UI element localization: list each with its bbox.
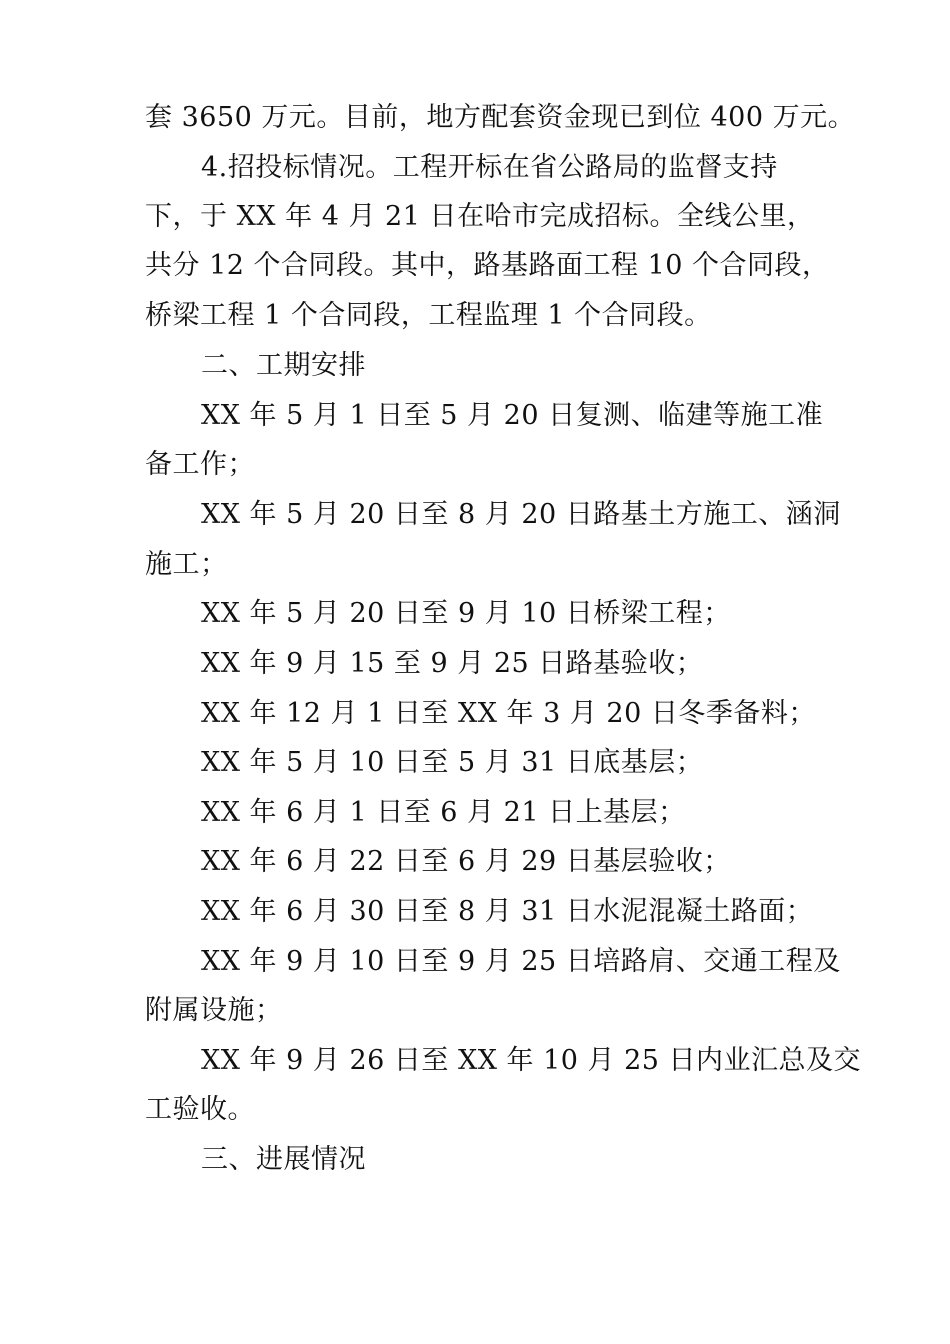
text-line: XX 年 6 月 30 日至 8 月 31 日水泥混凝土路面； [201, 896, 814, 927]
text-line: 4.招投标情况。工程开标在省公路局的监督支持 [201, 152, 778, 183]
text-line: XX 年 5 月 20 日至 8 月 20 日路基土方施工、涵洞 [201, 499, 841, 530]
text-line: 套 3650 万元。目前，地方配套资金现已到位 400 万元。 [145, 102, 856, 133]
text-line: XX 年 9 月 10 日至 9 月 25 日培路肩、交通工程及 [201, 946, 841, 977]
text-line: XX 年 6 月 22 日至 6 月 29 日基层验收； [201, 846, 731, 877]
text-line: 桥梁工程 1 个合同段，工程监理 1 个合同段。 [145, 300, 712, 331]
section-heading: 三、进展情况 [201, 1144, 366, 1175]
text-line: XX 年 12 月 1 日至 XX 年 3 月 20 日冬季备料； [201, 698, 816, 729]
text-line: 工验收。 [145, 1094, 255, 1125]
section-heading: 二、工期安排 [201, 350, 366, 381]
text-line: 附属设施； [145, 995, 283, 1026]
text-line: 共分 12 个合同段。其中，路基路面工程 10 个合同段， [145, 250, 830, 281]
text-line: 施工； [145, 549, 228, 580]
text-line: XX 年 6 月 1 日至 6 月 21 日上基层； [201, 797, 686, 828]
text-line: XX 年 9 月 26 日至 XX 年 10 月 25 日内业汇总及交 [201, 1045, 862, 1076]
text-line: XX 年 5 月 10 日至 5 月 31 日底基层； [201, 747, 704, 778]
text-line: XX 年 9 月 15 至 9 月 25 日路基验收； [201, 648, 704, 679]
text-line: 备工作； [145, 449, 255, 480]
text-line: XX 年 5 月 20 日至 9 月 10 日桥梁工程； [201, 598, 731, 629]
text-line: XX 年 5 月 1 日至 5 月 20 日复测、临建等施工准 [201, 400, 824, 431]
text-line: 下，于 XX 年 4 月 21 日在哈市完成招标。全线公里， [145, 201, 815, 232]
